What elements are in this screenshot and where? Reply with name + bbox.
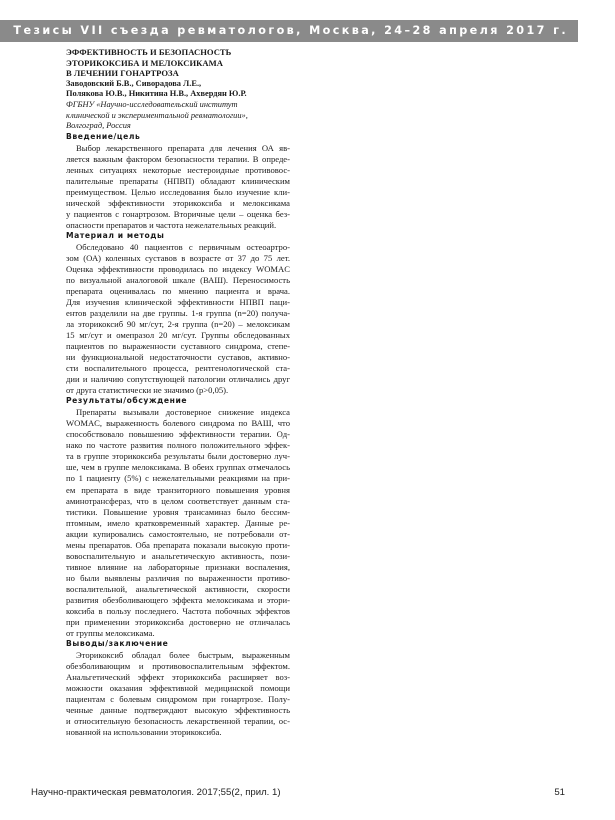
text-line: по визуальной аналоговой шкале (ВАШ). Переносимость xyxy=(66,274,290,285)
section-paragraph xyxy=(66,242,290,397)
text-line: тивное влияние на лабораторные признаки воспаления, xyxy=(66,561,290,572)
affiliation-line: Волгоград, Россия xyxy=(66,121,131,131)
text-line: аминотрансфераз, что в целом соответствует данным ста- xyxy=(66,495,290,506)
header-bar xyxy=(0,20,578,42)
section-heading: Материал и методы xyxy=(66,230,165,240)
title-line: ЭФФЕКТИВНОСТЬ И БЕЗОПАСНОСТЬ xyxy=(66,47,232,57)
section-heading: Выводы/заключение xyxy=(66,639,169,649)
text-line: ленных ситуациях некоторые нестероидные противовос- xyxy=(66,164,290,175)
text-line: ентов разделили на две группы. 1-я группа (n=20) получа- xyxy=(66,308,290,318)
text-line: мены препаратов. Оба препарата показали высокую проти- xyxy=(66,539,290,550)
text-line: и относительную безопасность лекарственной терапии, ос- xyxy=(66,716,290,727)
abstract-column xyxy=(66,47,290,738)
text-line: ни функциональной недостаточности суставов, активно- xyxy=(66,352,290,363)
text-line: коксиба в пользу последнего. Частота побочных эффектов xyxy=(66,606,290,617)
text-line: вовоспалительную и анальгетическую активность, пози- xyxy=(66,550,290,561)
text-line: пациентов по выраженности суставного синдрома, степе- xyxy=(66,341,290,352)
text-line: ченные данные подтверждают высокую эффективность xyxy=(66,705,290,716)
section-paragraph xyxy=(66,143,290,231)
abstract-sections xyxy=(66,132,290,739)
affiliation xyxy=(66,100,290,132)
text-line: Эторикоксиб обладал более быстрым, выраженным xyxy=(76,649,290,660)
text-line: Выбор лекарственного препарата для лечения ОА яв- xyxy=(76,142,290,153)
text-line: развития обезболивающего эффекта мелоксикама и этори- xyxy=(66,594,290,605)
text-line: препарата оценивалась по мнению пациента и врача. xyxy=(66,285,290,296)
text-line: сти воспалительного процесса, рентгенологической ста- xyxy=(66,363,290,374)
text-line: способствовало повышению эффективности терапии. Од- xyxy=(66,429,290,440)
authors xyxy=(66,79,290,100)
section-heading: Введение/цель xyxy=(66,131,141,141)
text-line: акции купировались самостоятельно, не потребовали от- xyxy=(66,528,290,539)
text-line: при применении эторикоксиба достоверно не отличалась xyxy=(66,617,290,628)
text-line: опасности препаратов и частота нежелательных реакций. xyxy=(66,219,277,230)
affiliation-line: клинической и экспериментальной ревматологии», xyxy=(66,110,248,120)
text-line: нической эффективности эторикоксиба и мелоксикама xyxy=(66,197,290,208)
author-line: Полякова Ю.В., Никитина Н.В., Ахвердян Ю.Р. xyxy=(66,89,247,99)
running-header: Тезисы VII съезда ревматологов, Москва, 24–28 апреля 2017 г. xyxy=(13,24,568,37)
text-line: ла эторикоксиб 90 мг/сут, 2-я группа (n=20) – мелоксикам xyxy=(66,319,290,330)
page-number: 51 xyxy=(554,787,565,798)
text-line: от группы мелоксикама. xyxy=(66,628,155,639)
section-paragraph xyxy=(66,407,290,639)
title-line: В ЛЕЧЕНИИ ГОНАРТРОЗА xyxy=(66,68,179,79)
section xyxy=(66,132,290,231)
article-title xyxy=(66,47,290,79)
text-line: Препараты вызывали достоверное снижение индекса xyxy=(76,407,290,418)
text-line: у пациентов с гонартрозом. Вторичные цели – оценка без- xyxy=(66,208,290,219)
text-line: 15 мг/сут и омепразол 20 мг/сут. Группы обследованных xyxy=(66,330,290,341)
text-line: преимуществом. Целью исследования было изучение кли- xyxy=(66,186,290,197)
text-line: птомным, имело кратковременный характер. Данные ре- xyxy=(66,517,290,528)
text-line: от друга статистически не значимо (p>0,05). xyxy=(66,385,229,396)
text-line: та в группе эторикоксиба результаты были достоверно луч- xyxy=(66,451,290,462)
text-line: дии и наличию сопутствующей патологии отличались друг xyxy=(66,374,290,385)
text-line: тистики. Повышение уровня трансаминаз было бессим- xyxy=(66,506,290,517)
text-line: зом (ОА) коленных суставов в возрасте от 37 до 75 лет. xyxy=(66,252,290,263)
affiliation-line: ФГБНУ «Научно-исследовательский институт xyxy=(66,99,238,109)
author-line: Заводовский Б.В., Сиворадова Л.Е., xyxy=(66,78,202,88)
text-line: Анальгетический эффект эторикоксиба расширяет воз- xyxy=(66,672,290,683)
section xyxy=(66,639,290,738)
journal-citation: Научно-практическая ревматология. 2017;55(2, прил. 1) xyxy=(31,787,281,798)
text-line: Оценка эффективности проводилась по индексу WOMAC xyxy=(66,263,290,274)
text-line: ем препарата в виде транзиторного повышения уровня xyxy=(66,484,290,495)
text-line: нако по частоте развития полного положительного эффек- xyxy=(66,440,290,451)
section-heading: Результаты/обсуждение xyxy=(66,396,188,406)
section xyxy=(66,231,290,396)
text-line: ляется важным фактором безопасности терапии. В опреде- xyxy=(66,153,290,164)
text-line: можности оказания эффективной медицинской помощи xyxy=(66,683,290,694)
title-line: ЭТОРИКОКСИБА И МЕЛОКСИКАМА xyxy=(66,57,223,68)
text-line: Для изучения клинической эффективности НПВП паци- xyxy=(66,296,290,307)
text-line: но были выявлены различия по выраженности противо- xyxy=(66,572,290,583)
text-line: Обследовано 40 пациентов с первичным остеоартро- xyxy=(76,241,290,252)
text-line: пациентам с болевым синдромом при гонартрозе. Полу- xyxy=(66,694,290,705)
text-line: нованной на использовании эторикоксиба. xyxy=(66,727,222,738)
text-line: WOMAC, выраженность болевого синдрома по ВАШ, что xyxy=(66,418,290,429)
text-line: воспалительной, анальгетической активности, скорости xyxy=(66,583,290,594)
text-line: палительные препараты (НПВП) обладают клиническим xyxy=(66,175,290,186)
text-line: ше, чем в группе мелоксикама. В обеих группах отмечалось xyxy=(66,462,290,473)
text-line: по 1 пациенту (5%) с нежелательными реакциями на при- xyxy=(66,473,290,484)
section xyxy=(66,396,290,639)
text-line: обезболивающим и противовоспалительным эффектом. xyxy=(66,661,290,671)
section-paragraph xyxy=(66,650,290,738)
